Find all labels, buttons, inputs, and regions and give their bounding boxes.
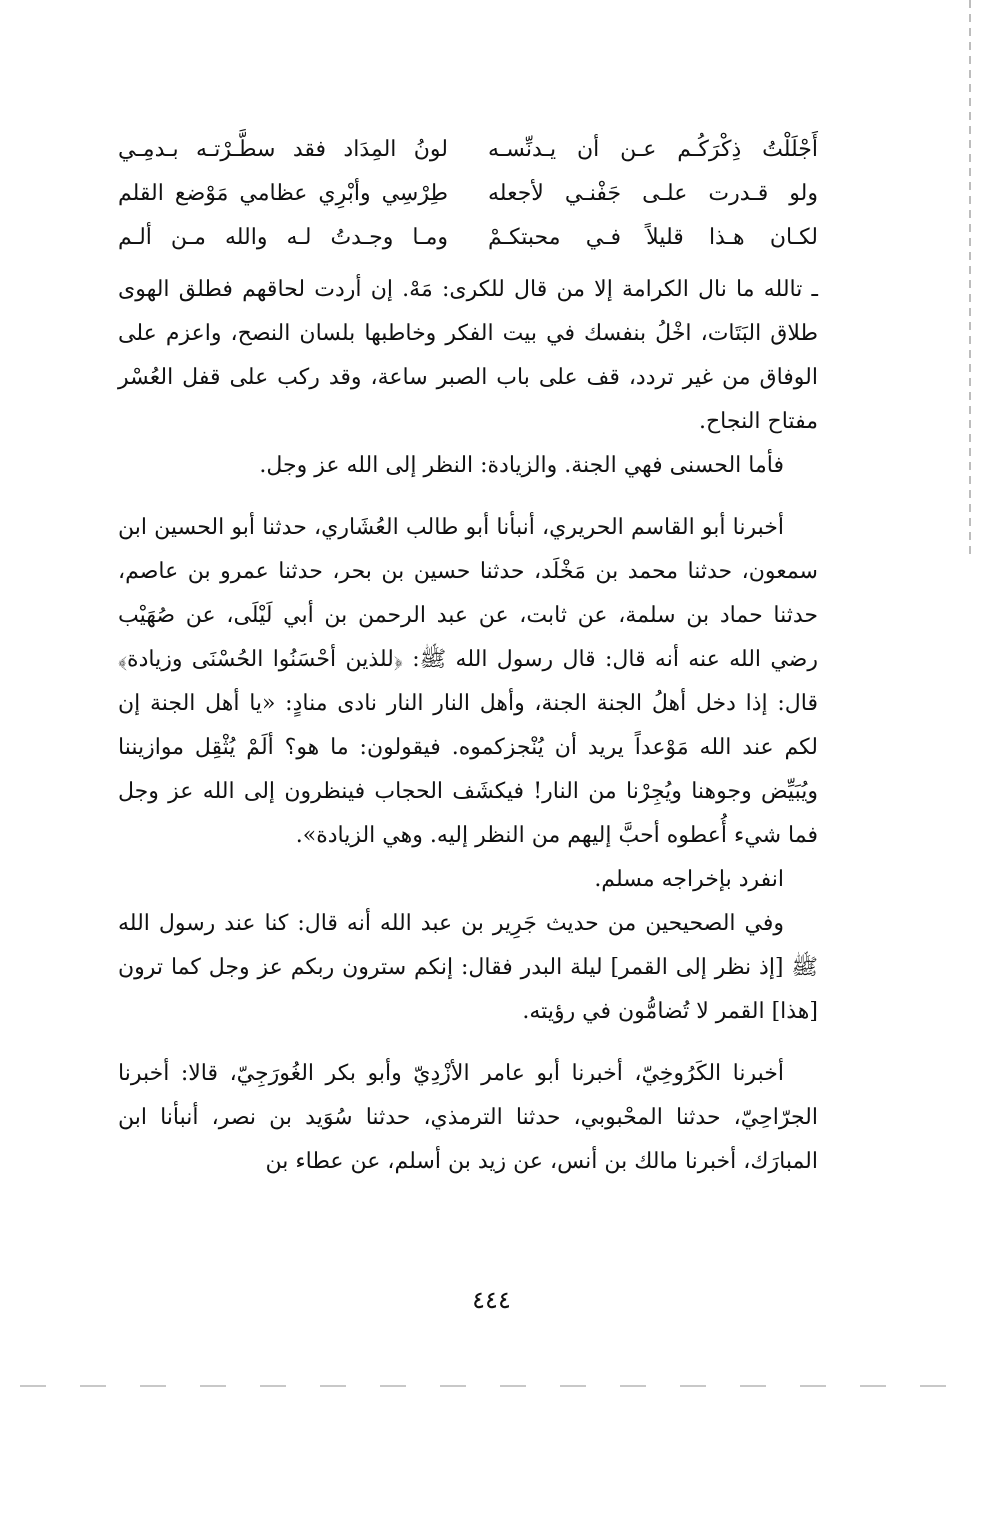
poem-first-hemistich: أَجْلَلْتُ ذِكْرَكُـم عـن أن يـدنِّسـه xyxy=(488,137,818,162)
page-body xyxy=(118,128,818,1184)
poem-verse xyxy=(118,216,818,260)
poem-block xyxy=(118,128,818,260)
poem-second-hemistich: لونُ المِدَاد فقد سطَّـرْتـه بـدمِـي xyxy=(118,137,448,162)
paragraph-hadith-jarir: وفي الصحيحين من حديث جَرِير بن عبد الله أنه قال: كنا عند رسول الله ﷺ [إذ نظر إلى القمر] ليلة البدر فقال: إنكم سترون ربكم عز وجل كما ترون [هذا] القمر لا تُضامُّون في رؤيته. xyxy=(118,911,818,1024)
paragraph-husna-ziyada: فأما الحسنى فهي الجنة. والزيادة: النظر إلى الله عز وجل. xyxy=(259,453,784,478)
paragraph-hadith-suhayb: أخبرنا أبو القاسم الحريري، أنبأنا أبو طالب العُشَاري، حدثنا أبو الحسين ابن سمعون، حدثنا محمد بن مَخْلَد، حدثنا حسين بن بحر، حدثنا عمرو بن عاصم، حدثنا حماد بن سلمة، عن ثابت، عن عبد الرحمن بن أبي لَيْلَى، عن صُهَيْب رضي الله عنه أنه قال: قال رسول الله ﷺ: ﴿للذين أحْسَنُوا الحُسْنَى وزيادة﴾ قال: إذا دخل أهلُ الجنة الجنة، وأهل النار النار نادى منادٍ: «يا أهل الجنة إن لكم عند الله مَوْعداً يريد أن يُنْجزكموه. فيقولون: ما هو؟ ألَمْ يُثْقِل موازيننا ويُبَيِّض وجوهنا ويُجِرْنا من النار! فيكشَف الحجاب فينظرون إلى الله عز وجل فما شيء أُعطوه أحبَّ إليهم من النظر إليه. وهي الزيادة». xyxy=(118,515,818,848)
scan-bottom-line xyxy=(20,1385,960,1387)
poem-verse xyxy=(118,128,818,172)
paragraph-isnad: أخبرنا الكَرُوخِيّ، أخبرنا أبو عامر الأزْدِيّ وأبو بكر الغُورَجِيّ، قالا: أخبرنا الجرّاحِيّ، حدثنا المحْبوبي، حدثنا الترمذي، حدثنا سُوَيد بن نصر، أنبأنا ابن المبارَك، أخبرنا مالك بن أنس، عن زيد بن أسلم، عن عطاء بن xyxy=(118,1061,818,1174)
poem-first-hemistich: ولو قـدرت علـى جَفْنـي لأجعله xyxy=(488,181,818,206)
paragraph-exhortation: ـ تالله ما نال الكرامة إلا من قال للكرى: مَهْ. إن أردت لحاقهم فطلق الهوى طلاق البَتَات، اخْلُ بنفسك في بيت الفكر وخاطبها بلسان النصح، واعزم على الوفاق من غير تردد، قف على باب الصبر ساعة، وقد ركب على قفل العُسْر مفتاح النجاح. xyxy=(118,277,818,434)
poem-first-hemistich: لكـان هـذا قليلاً فـي محبتكـمْ xyxy=(488,225,818,250)
poem-second-hemistich: طِرْسِي وأبْرِي عظامي مَوْضع القلم xyxy=(118,181,448,206)
section-gap xyxy=(118,488,818,506)
section-gap xyxy=(118,1034,818,1052)
scan-edge-line xyxy=(969,0,971,560)
page-number: ٤٤٤ xyxy=(472,1286,511,1314)
paragraph-muslim-note: انفرد بإخراجه مسلم. xyxy=(594,867,784,892)
poem-second-hemistich: ومـا وجـدتُ لـه والله مـن ألـم xyxy=(118,225,448,250)
poem-verse xyxy=(118,172,818,216)
